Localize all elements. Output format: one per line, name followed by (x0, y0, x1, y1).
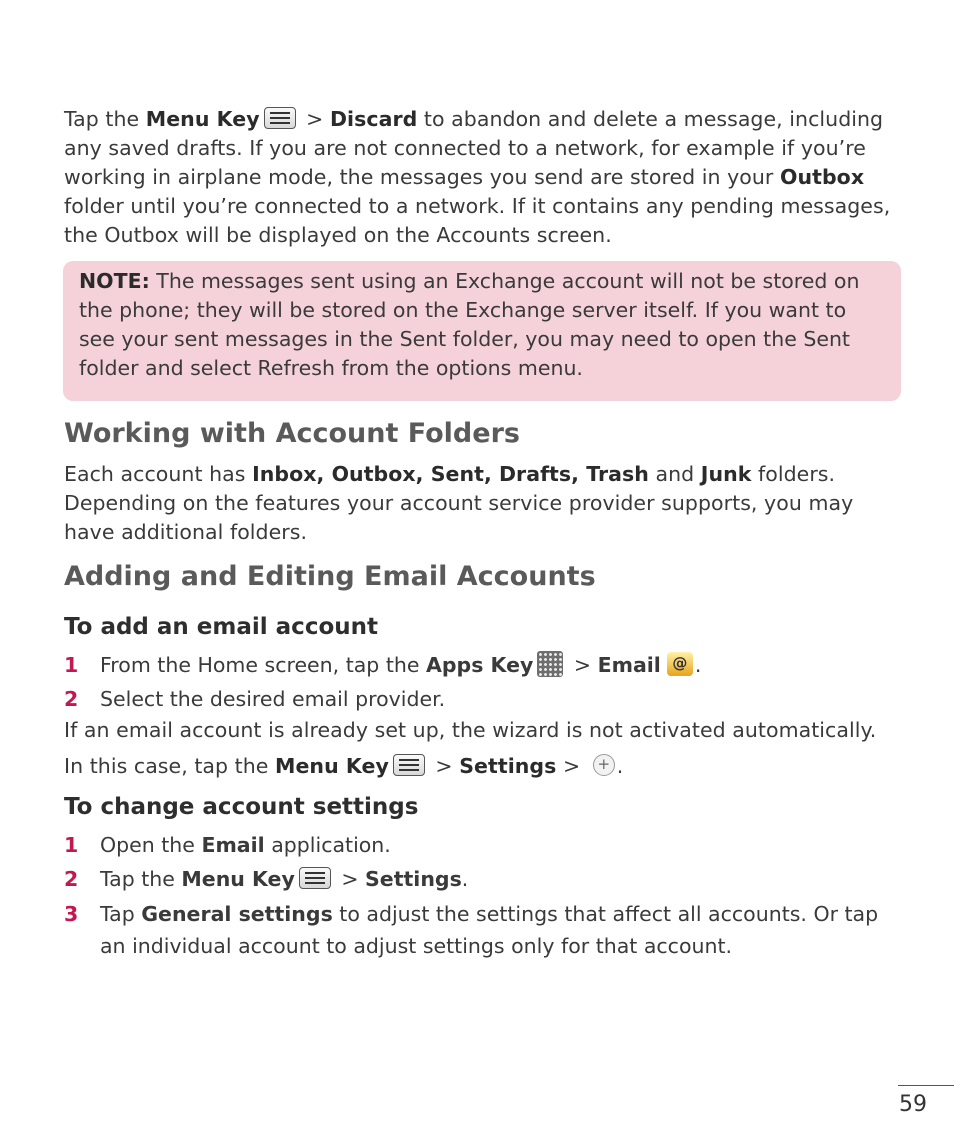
menu-key-icon (393, 754, 425, 776)
step-text-part: Tap the (100, 867, 182, 891)
add-account-icon: + (593, 754, 615, 776)
heading-change-settings: To change account settings (64, 794, 419, 820)
email-app-icon: @ (667, 652, 693, 676)
step-number: 1 (64, 653, 79, 677)
folders-text-2: and (648, 462, 701, 486)
separator: > (299, 107, 330, 131)
step-text-part: Tap (100, 902, 142, 926)
folders-text-1: Each account has (64, 462, 253, 486)
settings-label: Settings (459, 754, 557, 778)
period: . (694, 653, 702, 677)
step-text (100, 898, 900, 962)
junk-label: Junk (700, 462, 752, 486)
step-text (100, 649, 900, 681)
intro-text-1: Tap the (64, 107, 146, 131)
separator: > (334, 867, 366, 891)
apps-key-label: Apps Key (426, 653, 534, 677)
outbox-label: Outbox (779, 165, 865, 189)
step-number: 1 (64, 833, 79, 857)
step-text-part: to adjust the settings that affect all accounts. Or tap an individual account to adjust settings only for that account. (100, 902, 879, 958)
settings-instruction (64, 752, 904, 781)
separator: > (556, 754, 587, 778)
email-label: Email (597, 653, 661, 677)
footer-rule (898, 1085, 954, 1086)
intro-text-4: folder until you’re connected to a network. If it contains any pending messages, the Outbox will be displayed on the Accounts screen. (64, 194, 891, 247)
wizard-note: If an email account is already set up, the wizard is not activated automatically. (64, 718, 877, 742)
discard-label: Discard (329, 107, 418, 131)
instruction-text: In this case, tap the (64, 754, 276, 778)
step-text (100, 829, 900, 861)
step-text-part: From the Home screen, tap the (100, 653, 426, 677)
heading-account-folders: Working with Account Folders (64, 418, 520, 449)
heading-add-email-account: To add an email account (64, 614, 378, 640)
heading-adding-editing: Adding and Editing Email Accounts (64, 561, 596, 592)
email-label: Email (201, 833, 265, 857)
menu-key-label: Menu Key (145, 107, 260, 131)
menu-key-icon (299, 867, 331, 889)
period: . (461, 867, 469, 891)
note-text: The messages sent using an Exchange account will not be stored on the phone; they will be stored on the Exchange server itself. If you want to see your sent messages in the Sent folder, you may need to open the Sent folder and select Refresh from the options menu. (79, 269, 860, 380)
folders-text-3: folders. Depending on the features your account service provider supports, you may have additional folders. (64, 462, 854, 544)
separator: > (567, 653, 598, 677)
note-box (63, 261, 901, 401)
apps-key-icon (537, 651, 563, 677)
menu-key-label: Menu Key (275, 754, 389, 778)
intro-text-3: to abandon and delete a message, including any saved drafts. If you are not connected to a network, for example if you’re working in airplane mode, the messages you send are stored in your (64, 107, 884, 189)
step-text-part: Open the (100, 833, 202, 857)
step-number: 2 (64, 867, 79, 891)
folder-names: Inbox, Outbox, Sent, Drafts, Trash (252, 462, 649, 486)
step-text: Select the desired email provider. (100, 687, 446, 711)
settings-label: Settings (365, 867, 462, 891)
period: . (616, 754, 624, 778)
menu-key-icon (264, 107, 296, 129)
step-number: 3 (64, 902, 79, 926)
menu-key-label: Menu Key (181, 867, 295, 891)
general-settings-label: General settings (141, 902, 333, 926)
note-label: NOTE: (79, 269, 150, 293)
step-number: 2 (64, 687, 79, 711)
folders-paragraph (64, 460, 864, 547)
separator: > (428, 754, 460, 778)
intro-paragraph (64, 105, 904, 250)
page-number: 59 (899, 1092, 927, 1117)
step-text (100, 863, 900, 895)
step-text-part: application. (264, 833, 391, 857)
